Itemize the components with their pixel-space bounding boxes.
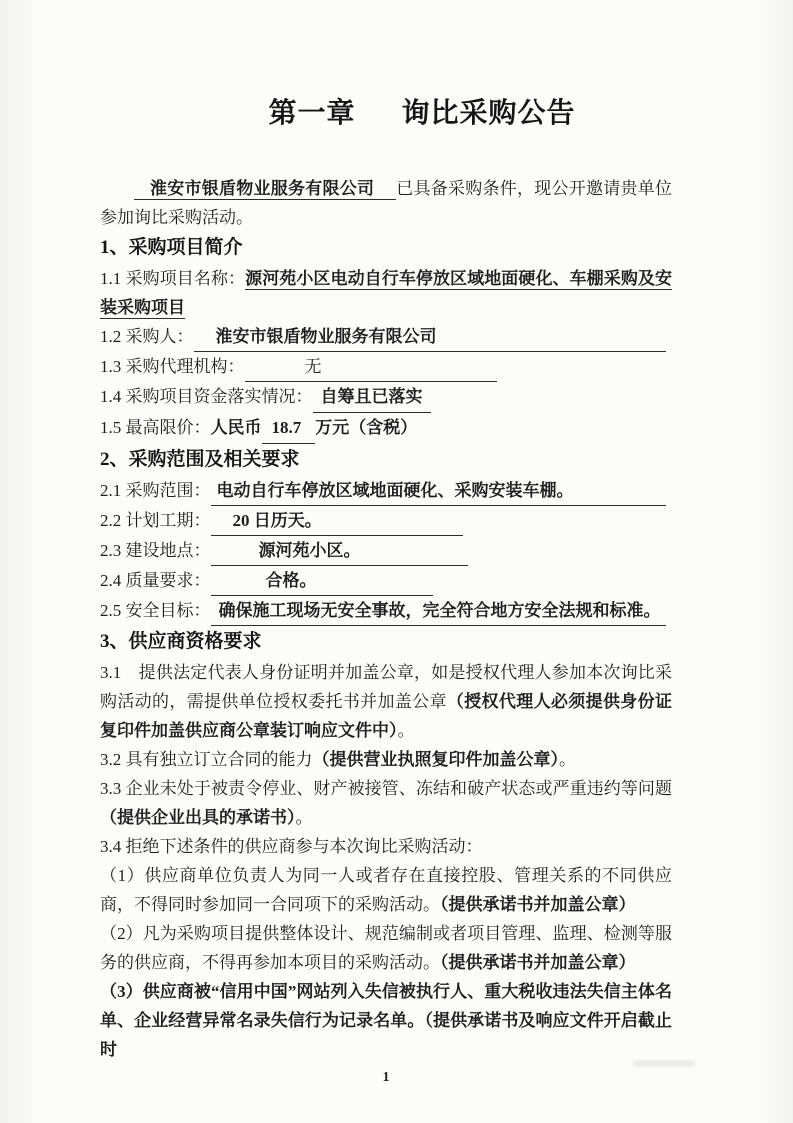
field-value: 20 日历天。 — [232, 511, 322, 530]
title-subject: 询比采购公告 — [401, 98, 576, 129]
section3-heading: 3、供应商资格要求 — [100, 631, 262, 652]
field-funding — [100, 382, 672, 413]
underline-fill — [194, 322, 667, 352]
scan-artifact — [633, 1060, 695, 1067]
section1-heading: 1、采购项目简介 — [100, 237, 243, 258]
title-chapter: 第一章 — [268, 98, 356, 129]
clause-text: 。 — [397, 721, 415, 740]
clause-text: 3.2 具有独立订立合同的能力 — [100, 750, 313, 769]
underline-fill — [211, 476, 667, 506]
section2-heading: 2、采购范围及相关要求 — [100, 449, 300, 470]
field-value: 合格。 — [265, 571, 317, 590]
clause-3-4-item3 — [100, 977, 672, 1064]
page-title — [136, 96, 708, 132]
field-label: 1.4 采购项目资金落实情况： — [100, 387, 313, 406]
field-purchaser — [100, 322, 672, 352]
field-label: 2.5 安全目标： — [100, 601, 211, 620]
field-value: 确保施工现场无安全事故，完全符合地方安全法规和标准。 — [218, 601, 661, 620]
intro-text: 已具备采购条件，现公开邀请贵单位参加询比采购活动。 — [100, 179, 672, 227]
field-value: 无 — [304, 357, 322, 376]
clause-3-2 — [100, 745, 672, 774]
field-value: 源河苑小区。 — [258, 541, 361, 560]
clause-bold-text: （提供承诺书并加盖公章） — [440, 953, 636, 972]
underline-fill — [262, 413, 316, 444]
clause-3-3 — [100, 774, 672, 832]
clause-text: （1）供应商单位负责人为同一人或者存在直接控股、管理关系的不同供应商，不得同时参加同一合同项下的采购活动。 — [100, 866, 672, 914]
clause-bold-text: （提供承诺书并加盖公章） — [440, 895, 636, 914]
field-price-limit — [100, 413, 672, 444]
clause-text: 。 — [559, 750, 576, 769]
clause-3-1 — [100, 658, 672, 745]
clause-text: 3.3 企业未处于被责令停业、财产被接管、冻结和破产状态或严重违约等问题 — [100, 779, 672, 798]
clause-bold-text: （3）供应商被“信用中国”网站列入失信被执行人、重大税收违法失信主体名单、企业经营异常名录失信行为记录名单。（提供承诺书及响应文件开启截止时 — [100, 982, 672, 1059]
field-safety — [100, 596, 672, 626]
clause-3-4-item1 — [100, 861, 672, 919]
clause-text: 3.1 提供法定代表人身份证明并加盖公章，如是授权代理人参加本次询比采购活动的，需提供单位授权委托书并加盖公章 — [100, 663, 672, 711]
field-quality — [100, 566, 672, 596]
field-scope — [100, 476, 672, 506]
underline-fill — [313, 382, 431, 413]
field-label: 2.4 质量要求： — [100, 571, 211, 590]
field-label: 1.3 采购代理机构： — [100, 357, 245, 376]
currency-label: 人民币 — [210, 418, 262, 437]
clause-3-4 — [100, 832, 672, 861]
field-value: 自筹且已落实 — [320, 387, 423, 406]
field-label: 2.2 计划工期： — [100, 511, 211, 530]
price-amount: 18.7 — [271, 418, 302, 437]
underline-fill — [211, 536, 468, 566]
underline-fill — [211, 596, 667, 626]
clause-bold-text: （提供企业出具的承诺书） — [100, 808, 296, 827]
clause-text: 。 — [295, 808, 313, 827]
clause-3-4-item2 — [100, 919, 672, 977]
field-location — [100, 536, 672, 566]
field-label: 2.3 建设地点： — [100, 541, 211, 560]
field-value: 电动自行车停放区域地面硬化、采购安装车棚。 — [216, 481, 574, 500]
underline-fill — [211, 566, 433, 596]
field-label: 1.5 最高限价： — [100, 418, 211, 437]
underline-fill — [211, 506, 463, 536]
intro-paragraph — [100, 174, 672, 232]
field-agency — [100, 352, 672, 382]
field-value: 源河苑小区电动自行车停放区域地面硬化、车棚采购及安装采购项目 — [100, 269, 672, 317]
field-label: 2.1 采购范围： — [100, 481, 211, 500]
price-unit: 万元（含税） — [315, 418, 418, 437]
field-label: 1.2 采购人： — [100, 327, 194, 346]
field-duration — [100, 506, 672, 536]
field-value: 淮安市银盾物业服务有限公司 — [215, 327, 437, 346]
clause-text: （2）凡为采购项目提供整体设计、规范编制或者项目管理、监理、检测等服务的供应商，不得再参加本项目的采购活动。 — [100, 924, 672, 972]
underline-fill — [245, 352, 497, 382]
field-label: 1.1 采购项目名称： — [100, 269, 246, 288]
clause-bold-text: （提供营业执照复印件加盖公章） — [312, 750, 559, 769]
field-project-name — [100, 264, 672, 322]
clause-bold-text: （授权代理人必须提供身份证复印件加盖供应商公章装订响应文件中） — [100, 692, 672, 740]
clause-text: 3.4 拒绝下述条件的供应商参与本次询比采购活动： — [100, 837, 483, 856]
purchaser-company-underlined: 淮安市银盾物业服务有限公司 — [134, 179, 396, 200]
page-number: 1 — [382, 1070, 390, 1085]
